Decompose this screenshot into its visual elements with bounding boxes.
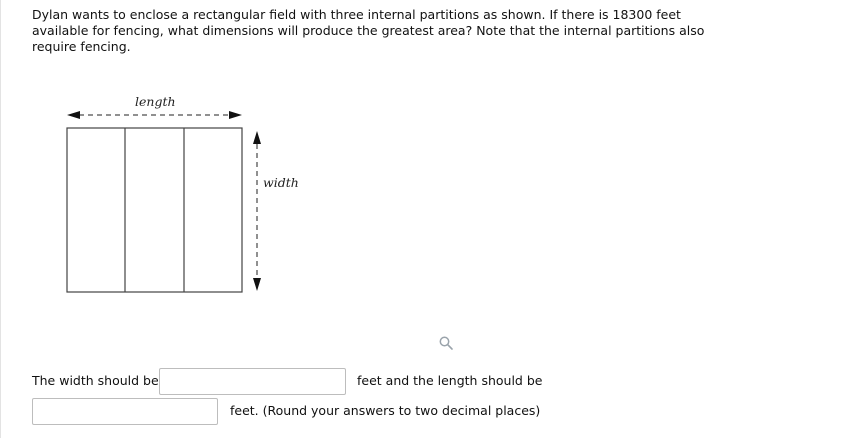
width-dimension — [253, 131, 261, 291]
magnifier-icon[interactable] — [438, 335, 454, 351]
question-text: Dylan wants to enclose a rectangular field with three internal partitions as shown. If there is 18300 feet available for fencing, what dimensions will produce the greatest area? Note that the internal partitions also require fencing. — [32, 7, 705, 54]
width-label: width — [263, 175, 299, 190]
length-prefix-text: feet and the length should be — [357, 373, 543, 388]
length-label: length — [135, 94, 176, 109]
width-input[interactable] — [159, 368, 346, 395]
field-rectangle — [67, 128, 242, 292]
width-prefix-text: The width should be — [32, 373, 159, 388]
length-dimension — [67, 111, 242, 119]
rounding-note-text: feet. (Round your answers to two decimal places) — [230, 403, 541, 418]
length-input[interactable] — [32, 398, 218, 425]
